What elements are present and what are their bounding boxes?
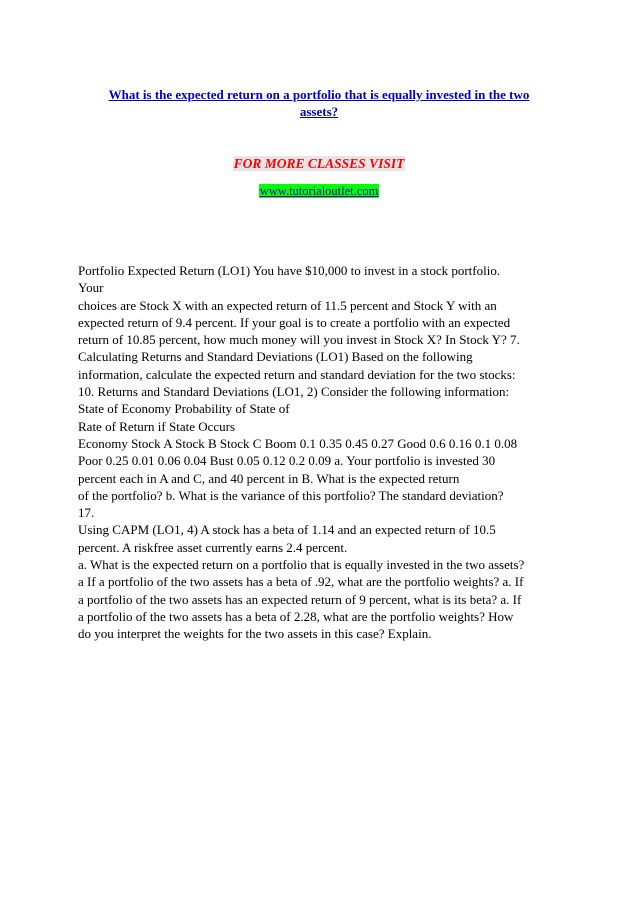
body-line: percent each in A and C, and 40 percent in B. What is the expected return bbox=[78, 470, 460, 486]
body-line: do you interpret the weights for the two assets in this case? Explain. bbox=[78, 626, 432, 642]
promo-heading-text: FOR MORE CLASSES VISIT bbox=[233, 156, 405, 171]
body-line: Using CAPM (LO1, 4) A stock has a beta of 1.14 and an expected return of 10.5 bbox=[78, 522, 496, 538]
body-line: 17. bbox=[78, 505, 95, 521]
body-line: choices are Stock X with an expected return of 11.5 percent and Stock Y with an bbox=[78, 297, 497, 313]
body-line: Calculating Returns and Standard Deviations (LO1) Based on the following bbox=[78, 349, 473, 365]
body-line: a portfolio of the two assets has a beta of 2.28, what are the portfolio weights? How bbox=[78, 608, 514, 624]
body-line: a portfolio of the two assets has an expected return of 9 percent, what is its beta? a. If bbox=[78, 591, 522, 607]
body-line: 10. Returns and Standard Deviations (LO1, 2) Consider the following information: bbox=[78, 384, 510, 400]
promo-link[interactable]: www.tutorialoutlet.com bbox=[259, 184, 379, 198]
body-line: information, calculate the expected return and standard deviation for the two stocks: bbox=[78, 366, 516, 382]
body-line: a If a portfolio of the two assets has a beta of .92, what are the portfolio weights? a. If bbox=[78, 574, 524, 590]
body-line: Poor 0.25 0.01 0.06 0.04 Bust 0.05 0.12 0.2 0.09 a. Your portfolio is invested 30 bbox=[78, 453, 496, 469]
body-line: Portfolio Expected Return (LO1) You have $10,000 to invest in a stock portfolio. bbox=[78, 263, 501, 278]
body-line: return of 10.85 percent, how much money will you invest in Stock X? In Stock Y? 7. bbox=[78, 332, 520, 348]
body-line: percent. A riskfree asset currently earns 2.4 percent. bbox=[78, 539, 348, 555]
document-title[interactable] bbox=[84, 86, 554, 120]
body-line: a. What is the expected return on a portfolio that is equally invested in the two assets? bbox=[78, 557, 525, 573]
body-text bbox=[78, 262, 562, 643]
body-line: Your bbox=[78, 280, 104, 296]
promo-heading bbox=[0, 155, 638, 172]
body-line: expected return of 9.4 percent. If your goal is to create a portfolio with an expected bbox=[78, 314, 511, 330]
body-line: Rate of Return if State Occurs bbox=[78, 418, 236, 434]
title-line-1[interactable]: What is the expected return on a portfolio that is equally invested in the two bbox=[108, 87, 530, 102]
body-line: of the portfolio? b. What is the variance of this portfolio? The standard deviation? bbox=[78, 487, 504, 503]
title-line-2[interactable]: assets? bbox=[299, 104, 339, 119]
body-line: Economy Stock A Stock B Stock C Boom 0.1 0.35 0.45 0.27 Good 0.6 0.16 0.1 0.08 bbox=[78, 435, 518, 451]
body-line: State of Economy Probability of State of bbox=[78, 401, 290, 417]
promo-link-row bbox=[0, 183, 638, 200]
